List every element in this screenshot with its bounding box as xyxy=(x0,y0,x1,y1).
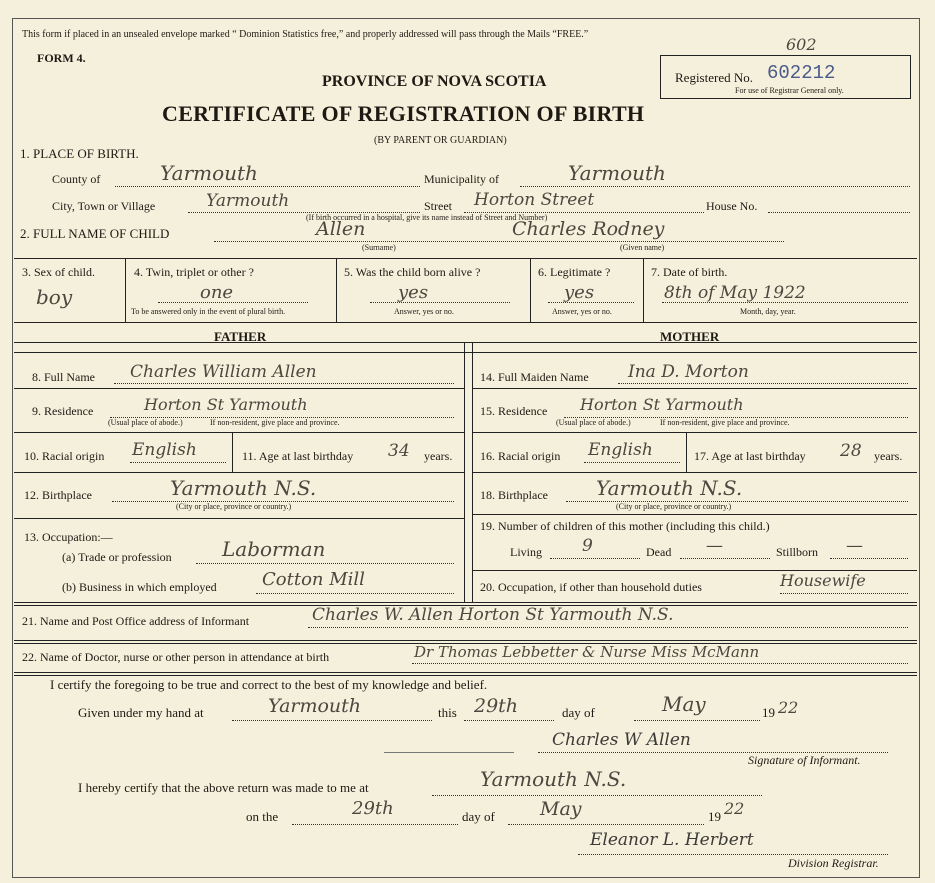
father-name-value: Charles William Allen xyxy=(130,362,317,382)
place-section-label: 1. PLACE OF BIRTH. xyxy=(20,146,139,161)
mother-name-value: Ina D. Morton xyxy=(628,362,749,382)
mother-age-unit: years. xyxy=(874,449,903,463)
registered-hand: 602 xyxy=(786,35,817,54)
registrar-signature-line xyxy=(578,854,888,855)
city-label: City, Town or Village xyxy=(52,199,156,213)
trade-value: Laborman xyxy=(222,537,326,561)
doctor-value: Dr Thomas Lebbetter & Nurse Miss McMann xyxy=(414,643,760,661)
row3-divider-3 xyxy=(530,258,531,322)
registered-number: 602212 xyxy=(767,62,836,84)
mother-name-line xyxy=(618,383,908,384)
informant-label: 21. Name and Post Office address of Informant xyxy=(22,614,250,628)
mother-residence-note1: (Usual place of abode.) xyxy=(556,418,631,427)
alive-note: Answer, yes or no. xyxy=(394,307,454,316)
county-value: Yarmouth xyxy=(160,161,258,185)
informant-signature: Charles W Allen xyxy=(552,730,691,750)
county-label: County of xyxy=(52,172,101,186)
twin-value: one xyxy=(200,282,234,303)
registered-label: Registered No. xyxy=(675,70,753,85)
given-label: Given under my hand at xyxy=(78,705,204,720)
mother-rule-4 xyxy=(472,514,917,515)
row3-divider-2 xyxy=(336,258,337,322)
form-number: FORM 4. xyxy=(37,51,86,65)
stillborn-label: Stillborn xyxy=(776,545,819,559)
street-value: Horton Street xyxy=(474,190,595,210)
trade-label: (a) Trade or profession xyxy=(62,550,172,564)
father-rule-3 xyxy=(14,472,464,473)
year-prefix: 19 xyxy=(762,705,775,720)
month-line xyxy=(634,720,760,721)
mother-race-value: English xyxy=(588,440,653,460)
mother-name-label: 14. Full Maiden Name xyxy=(480,370,589,384)
father-race-line xyxy=(130,462,226,463)
date-note: Month, day, year. xyxy=(740,307,796,316)
father-race-value: English xyxy=(132,440,197,460)
father-race-label: 10. Racial origin xyxy=(24,449,105,463)
mother-residence-note2: If non-resident, give place and province. xyxy=(660,418,790,427)
mail-notice: This form if placed in an unsealed envelope marked “ Dominion Statistics free,” and properly addressed will pass through the Mails “FREE.” xyxy=(22,29,589,40)
date-value: 8th of May 1922 xyxy=(664,283,806,303)
father-residence-value: Horton St Yarmouth xyxy=(144,395,308,414)
mother-age-label: 17. Age at last birthday xyxy=(694,449,806,463)
certify-line1: I certify the foregoing to be true and correct to the best of my knowledge and belief. xyxy=(50,677,488,692)
father-age-divider xyxy=(232,432,233,472)
living-line xyxy=(550,558,640,559)
this-label: this xyxy=(438,705,457,720)
business-line xyxy=(256,593,454,594)
father-rule-1 xyxy=(14,388,464,389)
mother-rule-2 xyxy=(472,432,917,433)
mother-heading: MOTHER xyxy=(660,329,720,344)
father-residence-note2: If non-resident, give place and province. xyxy=(210,418,340,427)
father-birthplace-note: (City or place, province or country.) xyxy=(176,502,292,511)
municipality-label: Municipality of xyxy=(424,172,499,186)
province-heading: PROVINCE OF NOVA SCOTIA xyxy=(322,73,547,90)
alive-value: yes xyxy=(398,282,429,303)
dead-value: — xyxy=(706,536,723,556)
row3-bottom-rule xyxy=(14,322,917,323)
registrar-signature: Eleanor L. Herbert xyxy=(590,830,754,850)
legitimate-note: Answer, yes or no. xyxy=(552,307,612,316)
father-rule-2 xyxy=(14,432,464,433)
twin-note: To be answered only in the event of plural birth. xyxy=(131,307,286,316)
given-place-line xyxy=(232,720,432,721)
mother-age-divider xyxy=(686,432,687,472)
father-name-label: 8. Full Name xyxy=(32,370,95,384)
father-name-line xyxy=(114,383,454,384)
business-value: Cotton Mill xyxy=(262,569,365,590)
this-value: 29th xyxy=(474,695,519,717)
mother-age-value: 28 xyxy=(840,441,862,461)
mother-race-line xyxy=(584,462,680,463)
given-name-note: (Given name) xyxy=(620,243,665,252)
municipality-line xyxy=(520,186,910,187)
alive-line xyxy=(370,302,510,303)
row3-top-rule xyxy=(14,258,917,259)
document-subtitle: (BY PARENT OR GUARDIAN) xyxy=(374,135,507,146)
child-given-name: Charles Rodney xyxy=(512,218,665,240)
trade-line xyxy=(196,563,454,564)
month-value: May xyxy=(662,692,706,716)
informant-value: Charles W. Allen Horton St Yarmouth N.S. xyxy=(312,605,674,625)
occupation-label: 13. Occupation:— xyxy=(24,530,113,544)
on-value: 29th xyxy=(352,798,394,819)
parents-divider-left xyxy=(464,342,465,602)
certify-line2: I hereby certify that the above return was made to me at xyxy=(78,780,369,795)
father-residence-note1: (Usual place of abode.) xyxy=(108,418,183,427)
county-line xyxy=(115,186,420,187)
year-value: 22 xyxy=(778,698,799,717)
on-label: on the xyxy=(246,809,279,824)
mother-occupation-line xyxy=(780,593,908,594)
child-name-label: 2. FULL NAME OF CHILD xyxy=(20,226,170,241)
row3-divider-1 xyxy=(125,258,126,322)
day-of-label: day of xyxy=(562,705,595,720)
twin-label: 4. Twin, triplet or other ? xyxy=(134,265,254,279)
informant-line xyxy=(308,627,908,628)
mother-birthplace-note: (City or place, province or country.) xyxy=(616,502,732,511)
doctor-line xyxy=(412,663,908,664)
on-line xyxy=(292,824,458,825)
father-age-unit: years. xyxy=(424,449,453,463)
mother-residence-value: Horton St Yarmouth xyxy=(580,395,744,414)
year2-prefix: 19 xyxy=(708,809,721,824)
day-of2-label: day of xyxy=(462,809,495,824)
parents-header-rule xyxy=(14,352,917,353)
parents-top-rule xyxy=(14,342,917,343)
father-residence-label: 9. Residence xyxy=(32,404,94,418)
sex-label: 3. Sex of child. xyxy=(22,265,95,279)
legitimate-label: 6. Legitimate ? xyxy=(538,265,611,279)
informant-caption: Signature of Informant. xyxy=(748,753,861,767)
dead-line xyxy=(680,558,770,559)
house-label: House No. xyxy=(706,199,758,213)
father-age-label: 11. Age at last birthday xyxy=(242,449,354,463)
date-label: 7. Date of birth. xyxy=(651,265,728,279)
stillborn-value: — xyxy=(846,536,863,556)
given-place-value: Yarmouth xyxy=(268,695,362,717)
row3-divider-4 xyxy=(643,258,644,322)
rule-22-bottom xyxy=(14,672,917,676)
made-place-value: Yarmouth N.S. xyxy=(480,767,627,791)
city-value: Yarmouth xyxy=(206,191,290,211)
municipality-value: Yarmouth xyxy=(568,161,666,185)
mother-birthplace-value: Yarmouth N.S. xyxy=(596,476,743,500)
dead-label: Dead xyxy=(646,545,672,559)
living-value: 9 xyxy=(582,536,593,556)
father-birthplace-label: 12. Birthplace xyxy=(24,488,92,502)
registrar-caption: Division Registrar. xyxy=(788,856,879,870)
father-heading: FATHER xyxy=(214,329,267,344)
informant-sig-left-line xyxy=(384,752,514,753)
stillborn-line xyxy=(830,558,908,559)
mother-occupation-value: Housewife xyxy=(780,571,866,590)
twin-line xyxy=(158,302,308,303)
made-place-line xyxy=(432,795,762,796)
street-label: Street xyxy=(424,199,452,213)
hospital-note: (If birth occurred in a hospital, give its name instead of Street and Number) xyxy=(306,213,548,222)
doctor-label: 22. Name of Doctor, nurse or other person in attendance at birth xyxy=(22,650,330,664)
child-name-line xyxy=(214,241,784,242)
mother-birthplace-label: 18. Birthplace xyxy=(480,488,548,502)
registered-number-box xyxy=(660,55,911,99)
month2-value: May xyxy=(540,798,582,820)
father-birthplace-value: Yarmouth N.S. xyxy=(170,476,317,500)
mother-residence-label: 15. Residence xyxy=(480,404,548,418)
mother-race-label: 16. Racial origin xyxy=(480,449,561,463)
this-line xyxy=(464,720,554,721)
document-title: CERTIFICATE OF REGISTRATION OF BIRTH xyxy=(162,101,645,126)
registrar-note: For use of Registrar General only. xyxy=(735,86,844,95)
father-rule-4 xyxy=(14,518,464,519)
sex-value: boy xyxy=(36,285,73,309)
business-label: (b) Business in which employed xyxy=(62,580,217,594)
surname-note: (Surname) xyxy=(362,243,396,252)
year2-value: 22 xyxy=(724,799,745,818)
legitimate-value: yes xyxy=(564,282,595,303)
living-label: Living xyxy=(510,545,542,559)
father-age-value: 34 xyxy=(388,441,410,461)
mother-rule-3 xyxy=(472,472,917,473)
child-surname: Allen xyxy=(316,218,366,240)
house-line xyxy=(768,212,910,213)
mother-rule-1 xyxy=(472,388,917,389)
month2-line xyxy=(508,824,704,825)
alive-label: 5. Was the child born alive ? xyxy=(344,265,481,279)
children-label: 19. Number of children of this mother (including this child.) xyxy=(480,519,770,533)
mother-occupation-label: 20. Occupation, if other than household duties xyxy=(480,580,702,594)
